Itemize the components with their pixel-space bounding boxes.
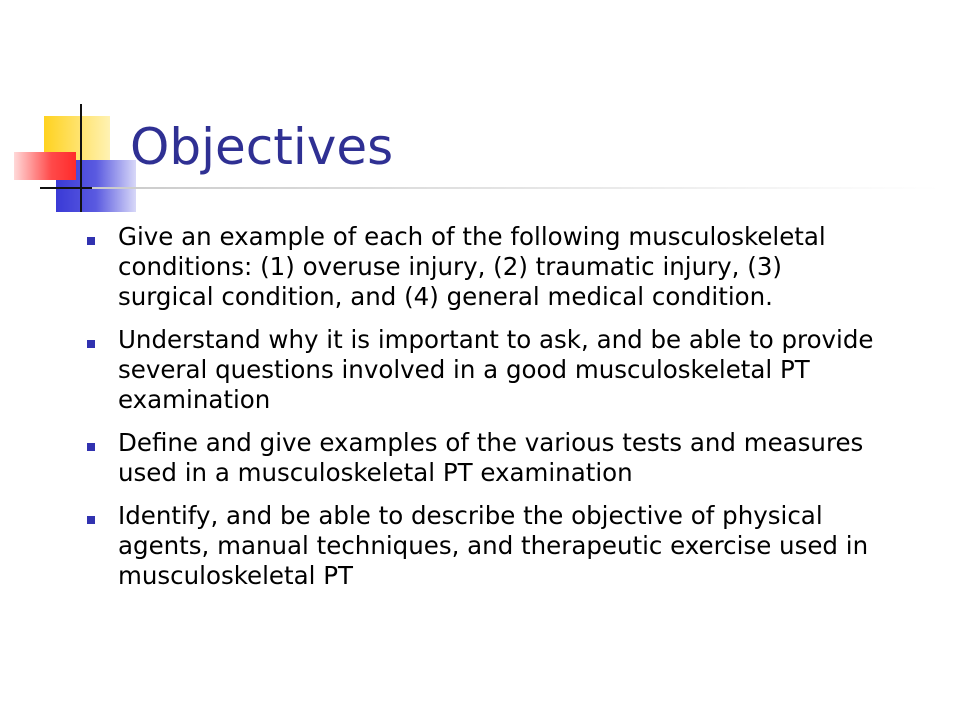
bullet-text: Give an example of each of the following musculoskeletal conditions: (1) overuse injury, (2) traumatic injury, (3) surgical condition, and (4) general medical condition. bbox=[118, 222, 826, 311]
bullet-square-icon bbox=[87, 340, 95, 348]
bullet-text: Identify, and be able to describe the objective of physical agents, manual techniques, and therapeutic exercise used in musculoskeletal PT bbox=[118, 501, 869, 590]
bullet-text: Understand why it is important to ask, and be able to provide several questions involved in a good musculoskeletal PT examination bbox=[118, 325, 874, 414]
bullet-square-icon bbox=[87, 237, 95, 245]
objectives-list bbox=[84, 222, 884, 604]
slide-title: Objectives bbox=[130, 118, 394, 176]
list-item bbox=[84, 325, 884, 415]
red-bar bbox=[14, 152, 76, 180]
list-item bbox=[84, 501, 884, 591]
horizontal-rule bbox=[40, 187, 92, 189]
title-underline bbox=[40, 187, 940, 189]
list-item bbox=[84, 428, 884, 488]
bullet-square-icon bbox=[87, 516, 95, 524]
bullet-square-icon bbox=[87, 443, 95, 451]
list-item bbox=[84, 222, 884, 312]
vertical-rule bbox=[80, 104, 82, 212]
bullet-text: Define and give examples of the various tests and measures used in a musculoskeletal PT examination bbox=[118, 428, 864, 487]
